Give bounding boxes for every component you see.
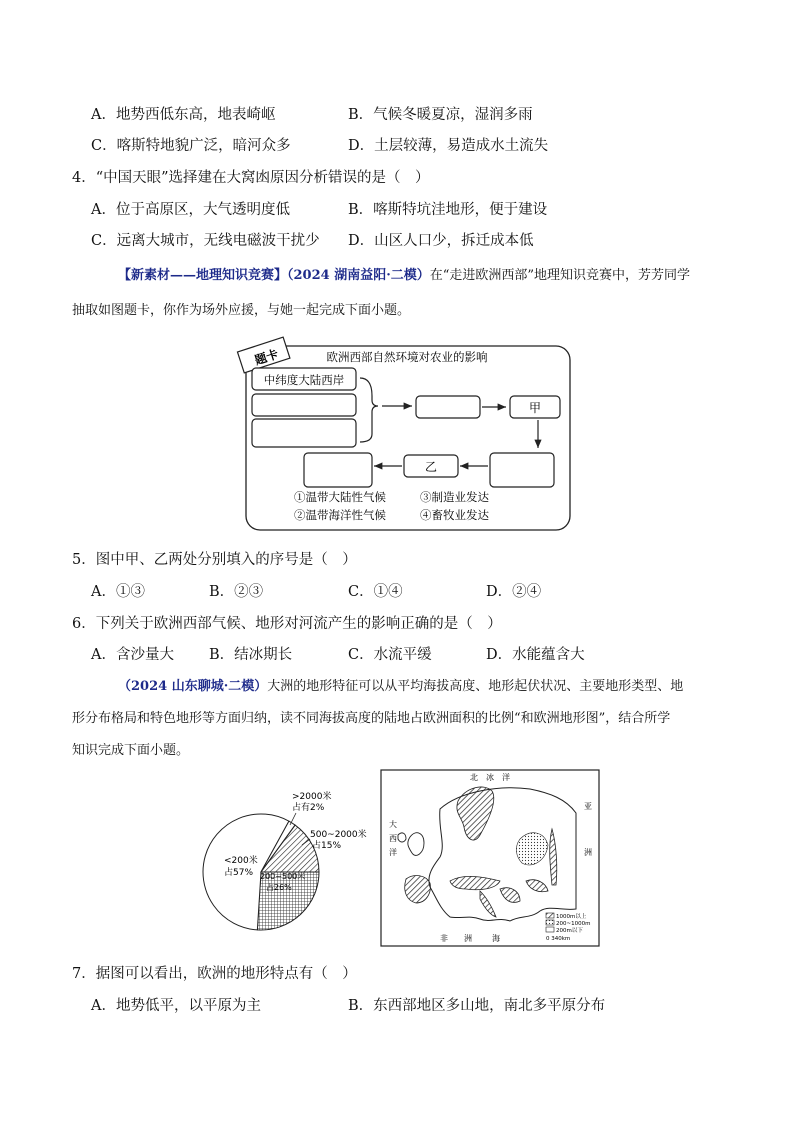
intro1-tag: 【新素材——地理知识竞赛】（2024 湖南益阳·二模） bbox=[118, 268, 430, 283]
q6-stem: 6．下列关于欧洲西部气候、地形对河流产生的影响正确的是（ ） bbox=[72, 616, 502, 632]
intro1-line2: 抽取如图题卡，你作为场外应援，与她一起完成下面小题。 bbox=[72, 303, 411, 318]
pie-label-low: <200米 bbox=[224, 856, 258, 866]
map-label-atl-2: 西 bbox=[389, 834, 397, 843]
card-legend-2: ②温带海洋性气候 bbox=[294, 508, 386, 522]
card-box-4 bbox=[416, 396, 480, 418]
q7-option-a: A．地势低平，以平原为主 bbox=[91, 998, 261, 1014]
q5-option-c: C．①④ bbox=[348, 584, 403, 600]
question-card-diagram bbox=[222, 338, 572, 534]
q4-option-d: D．山区人口少，拆迁成本低 bbox=[348, 233, 534, 249]
q3-option-b: B．气候冬暖夏凉，湿润多雨 bbox=[348, 107, 533, 123]
elevation-pie-chart bbox=[196, 787, 367, 937]
map-label-north: 北 冰 洋 bbox=[470, 773, 510, 782]
intro2-line3: 知识完成下面小题。 bbox=[72, 743, 190, 758]
q6-option-d: D．水能蕴含大 bbox=[486, 647, 585, 663]
intro1-line1 bbox=[118, 266, 690, 286]
q4-option-b: B．喀斯特坑洼地形，便于建设 bbox=[348, 202, 548, 218]
map-legend-3: 200m以下 bbox=[556, 928, 583, 934]
map-label-asia-2: 洲 bbox=[584, 848, 592, 857]
card-box-1-label: 中纬度大陆西岸 bbox=[263, 373, 345, 387]
pie-label-mid-pct: 占26% bbox=[266, 883, 292, 892]
card-jia-label: 甲 bbox=[528, 401, 542, 415]
europe-terrain-map bbox=[380, 769, 600, 947]
q6-option-a: A．含沙量大 bbox=[91, 647, 174, 663]
card-tab-label: 题卡 bbox=[252, 346, 281, 368]
card-title: 欧洲西部自然环境对农业的影响 bbox=[326, 350, 488, 364]
q3-option-d: D．土层较薄，易造成水土流失 bbox=[348, 138, 549, 154]
map-ireland bbox=[398, 833, 406, 842]
card-legend-3: ③制造业发达 bbox=[420, 490, 489, 504]
map-label-south: 非 洲 bbox=[440, 934, 472, 943]
card-box-2 bbox=[252, 394, 356, 416]
q6-option-c: C．水流平缓 bbox=[348, 647, 432, 663]
q3-option-c: C．喀斯特地貌广泛，暗河众多 bbox=[91, 138, 291, 154]
map-label-asia-1: 亚 bbox=[584, 802, 592, 811]
card-legend-1: ①温带大陆性气候 bbox=[294, 490, 386, 504]
map-legend-1: 1000m以上 bbox=[556, 914, 587, 920]
q6-option-b: B．结冰期长 bbox=[209, 647, 293, 663]
pie-label-mid: 200~500米 bbox=[260, 872, 306, 881]
q4-option-a: A．位于高原区，大气透明度低 bbox=[91, 202, 290, 218]
q4-stem: 4．“中国天眼”选择建在大窝凼原因分析错误的是（ ） bbox=[72, 170, 430, 186]
q5-option-b: B．②③ bbox=[209, 584, 264, 600]
card-box-3 bbox=[252, 419, 356, 447]
map-legend-2: 200~1000m bbox=[556, 921, 591, 927]
card-yi-label: 乙 bbox=[424, 460, 438, 474]
pie-label-top: >2000米 bbox=[292, 792, 332, 802]
q5-option-a: A．①③ bbox=[91, 584, 145, 600]
card-bracket bbox=[360, 378, 378, 442]
map-scale: 0 340km bbox=[546, 936, 571, 942]
pie-label-high-pct: 占15% bbox=[312, 841, 342, 851]
card-box-6 bbox=[304, 453, 372, 487]
map-label-atl-1: 大 bbox=[389, 820, 397, 829]
q7-option-b: B．东西部地区多山地，南北多平原分布 bbox=[348, 998, 606, 1014]
pie-label-low-pct: 占57% bbox=[224, 868, 254, 878]
q3-option-a: A．地势西低东高，地表崎岖 bbox=[91, 107, 276, 123]
intro2-line2: 形分布格局和特色地形等方面归纳，读不同海拔高度的陆地占欧洲面积的比例“和欧洲地形图”，结合所学 bbox=[72, 711, 671, 726]
pie-label-high: 500~2000米 bbox=[310, 830, 367, 840]
map-label-sea: 海 bbox=[492, 934, 500, 943]
intro2-tag: （2024 山东聊城·二模） bbox=[118, 679, 268, 694]
intro1-text1: 在“走进欧洲西部”地理知识竞赛中，芳芳同学 bbox=[429, 268, 691, 283]
q5-stem: 5．图中甲、乙两处分别填入的序号是（ ） bbox=[72, 552, 357, 568]
q5-option-d: D．②④ bbox=[486, 584, 542, 600]
intro2-text1: 大洲的地形特征可以从平均海拔高度、地形起伏状况、主要地形类型、地 bbox=[267, 679, 684, 694]
card-box-5 bbox=[490, 453, 554, 487]
card-legend-4: ④畜牧业发达 bbox=[420, 508, 489, 522]
map-label-atl-3: 洋 bbox=[389, 848, 397, 857]
intro2-line1 bbox=[118, 677, 683, 697]
pie-label-top-pct: 占有2% bbox=[292, 803, 325, 813]
q7-stem: 7．据图可以看出，欧洲的地形特点有（ ） bbox=[72, 966, 357, 982]
q4-option-c: C．远离大城市，无线电磁波干扰少 bbox=[91, 233, 320, 249]
